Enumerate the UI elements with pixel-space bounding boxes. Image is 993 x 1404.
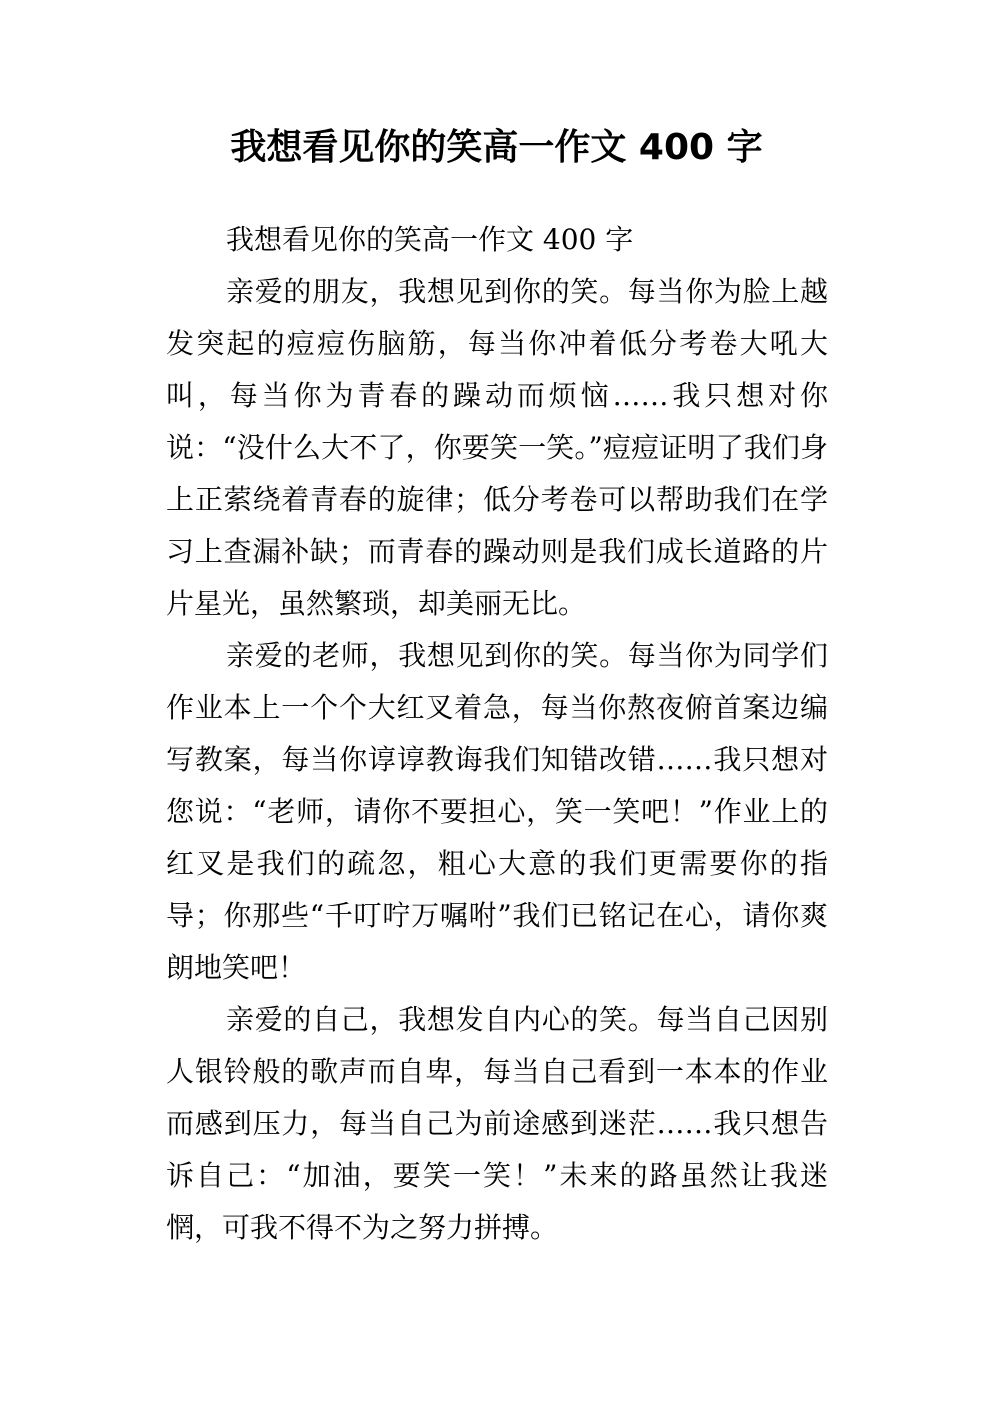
document-subtitle: 我想看见你的笑高一作文 400 字 (226, 223, 634, 256)
document-body (166, 214, 828, 1254)
document-title: 我想看见你的笑高一作文 400 字 (230, 127, 763, 168)
paragraph-teacher: 亲爱的老师，我想见到你的笑。每当你为同学们作业本上一个个大红叉着急，每当你熬夜俯首案边编写教案，每当你谆谆教诲我们知错改错……我只想对您说：“老师，请你不要担心，笑一笑吧！”作业上的红叉是我们的疏忽，粗心大意的我们更需要你的指导；你那些“千叮咛万嘱咐”我们已铭记在心，请你爽朗地笑吧！ (166, 639, 828, 984)
paragraph-friend: 亲爱的朋友，我想见到你的笑。每当你为脸上越发突起的痘痘伤脑筋，每当你冲着低分考卷大吼大叫，每当你为青春的躁动而烦恼……我只想对你说：“没什么大不了，你要笑一笑。”痘痘证明了我们身上正萦绕着青春的旋律；低分考卷可以帮助我们在学习上查漏补缺；而青春的躁动则是我们成长道路的片片星光，虽然繁琐，却美丽无比。 (166, 275, 828, 620)
paragraph-self: 亲爱的自己，我想发自内心的笑。每当自己因别人银铃般的歌声而自卑，每当自己看到一本本的作业而感到压力，每当自己为前途感到迷茫……我只想告诉自己：“加油，要笑一笑！”未来的路虽然让我迷惘，可我不得不为之努力拼搏。 (166, 1003, 828, 1244)
